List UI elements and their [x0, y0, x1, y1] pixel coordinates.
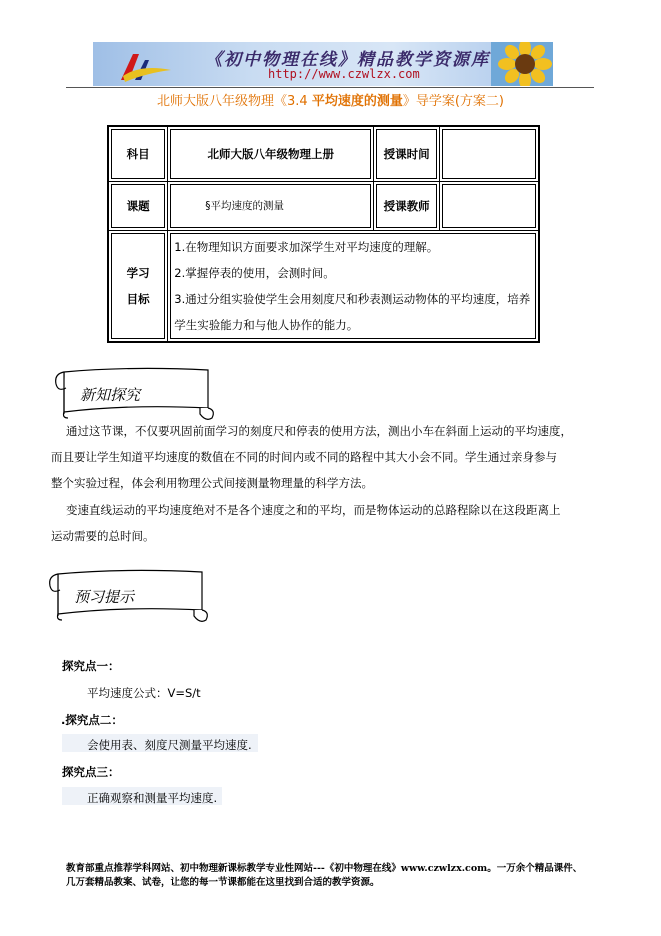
- subject-label-cell: [108, 126, 168, 181]
- goals-label-cell: [108, 230, 168, 342]
- section2-banner: [44, 566, 210, 626]
- site-logo-icon: [115, 46, 175, 84]
- goals-label-line-2: 目标: [126, 291, 150, 306]
- teacher-label: 授课教师: [376, 184, 437, 228]
- goal-item: 3.通过分组实验使学生会用刻度尺和秒表测运动物体的平均速度，培养: [174, 291, 531, 306]
- title-prefix: 北师大版八年级物理《3.4: [157, 94, 312, 109]
- point-text: 会使用表、刻度尺测量平均速度.: [87, 738, 252, 752]
- goals-label: [111, 233, 165, 339]
- paragraph-line: 整个实验过程，体会利用物理公式间接测量物理量的科学方法。: [51, 476, 373, 490]
- topic-label: 课题: [111, 184, 165, 228]
- footer-line: 教育部重点推荐学科网站、初中物理新课标教学专业性网站---《初中物理在线》www.czwlzx.com。一万余个精品课件、: [66, 863, 583, 874]
- paragraph-line: 运动需要的总时间。: [51, 529, 155, 543]
- title-bold: 平均速度的测量: [311, 94, 403, 109]
- subject-value-cell: [168, 126, 374, 181]
- time-label: 授课时间: [376, 129, 437, 179]
- sunflower-icon: [491, 42, 553, 86]
- footer-line: 几万套精品教案、试卷，让您的每一节课都能在这里找到合适的教学资源。: [66, 877, 380, 888]
- point-label: 探究点一：: [62, 659, 120, 673]
- section1-title: 新知探究: [80, 386, 141, 404]
- point-label: 探究点三：: [62, 765, 120, 779]
- topic-value-cell: [168, 181, 374, 230]
- subject-label: 科目: [111, 129, 165, 179]
- banner-url[interactable]: http://www.czwlzx.com: [268, 67, 420, 81]
- paragraph-line: 变速直线运动的平均速度绝对不是各个速度之和的平均，而是物体运动的总路程除以在这段距离上: [66, 503, 561, 517]
- header-divider: [66, 87, 594, 88]
- section2-title: 预习提示: [74, 588, 135, 606]
- title-suffix: 》导学案(方案二): [402, 94, 504, 109]
- time-value: [442, 129, 536, 179]
- teacher-label-cell: [374, 181, 440, 230]
- time-value-cell: [440, 126, 539, 181]
- time-label-cell: [374, 126, 440, 181]
- paragraph-line: 而且要让学生知道平均速度的数值在不同的时间内或不同的路程中其大小会不同。学生通过亲身参与: [51, 450, 557, 464]
- teacher-value-cell: [440, 181, 539, 230]
- paragraph-line: 通过这节课，不仅要巩固前面学习的刻度尺和停表的使用方法，测出小车在斜面上运动的平均速度，: [66, 424, 572, 438]
- header-banner: [93, 42, 553, 86]
- goal-item: 2.掌握停表的使用，会测时间。: [174, 265, 335, 280]
- goal-item: 1.在物理知识方面要求加深学生对平均速度的理解。: [174, 239, 439, 254]
- lesson-info-table: [107, 125, 540, 343]
- goals-cell: [168, 230, 539, 342]
- document-title: [0, 90, 661, 109]
- point-text: 平均速度公式：V=S/t: [87, 686, 201, 700]
- section1-banner: [50, 364, 216, 424]
- goal-item: 学生实验能力和与他人协作的能力。: [174, 317, 359, 332]
- goals-list: [170, 233, 536, 339]
- page-footer: [66, 862, 606, 890]
- topic-value: §平均速度的测量: [170, 184, 371, 228]
- point-text: 正确观察和测量平均速度.: [87, 791, 218, 805]
- goals-label-line-1: 学习: [126, 265, 150, 280]
- subject-value: 北师大版八年级物理上册: [170, 129, 371, 179]
- topic-label-cell: [108, 181, 168, 230]
- banner-title: 《初中物理在线》精品教学资源库: [205, 50, 490, 70]
- teacher-value: [442, 184, 536, 228]
- point-label: .探究点二：: [61, 713, 123, 727]
